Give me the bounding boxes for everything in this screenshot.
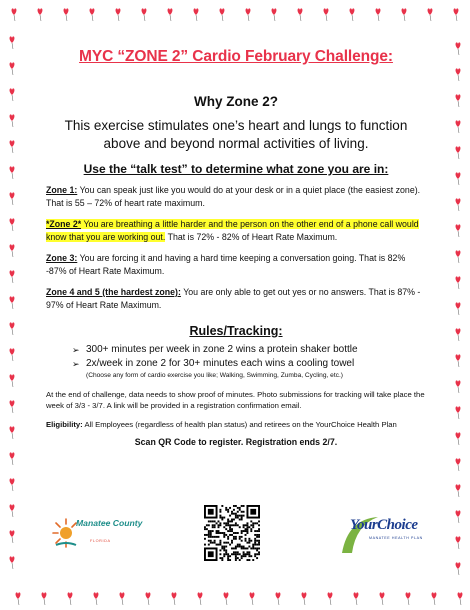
heart-icon	[10, 374, 15, 387]
zone-label: Zone 1:	[46, 185, 78, 195]
zone-2	[46, 218, 426, 244]
heart-icon	[456, 68, 461, 81]
heart-icon	[456, 302, 461, 315]
intro-text: This exercise stimulates one’s heart and lungs to function above and beyond normal activities of living.	[64, 118, 408, 151]
eligibility-label: Eligibility:	[46, 420, 83, 429]
heart-icon	[198, 592, 203, 605]
heart-icon	[10, 478, 15, 491]
heart-icon	[298, 8, 303, 21]
heart-icon	[10, 348, 15, 361]
heart-icon	[354, 592, 359, 605]
zone-label: Zone 3:	[46, 253, 78, 263]
yourchoice-logo-text: YourChoice	[350, 517, 418, 533]
flyer-content	[46, 48, 426, 447]
heart-icon	[10, 88, 15, 101]
heart-icon	[456, 380, 461, 393]
heart-icon	[146, 592, 151, 605]
heart-icon	[42, 592, 47, 605]
heart-icon	[402, 8, 407, 21]
heart-icon	[458, 592, 463, 605]
heart-icon	[10, 296, 15, 309]
heart-icon	[456, 146, 461, 159]
qr-code-icon[interactable]	[204, 505, 260, 561]
heart-icon	[10, 36, 15, 49]
zone-highlight: You are breathing a little harder and the person on the other end of a phone call would know that you are working out.	[46, 219, 419, 242]
zone-text: You can speak just like you would do at your desk or in a quiet place (the easiest zone). That is 55 – 72% of heart rate maximum.	[46, 185, 421, 208]
heart-icon	[120, 592, 125, 605]
arrow-bullet-icon: ➢	[72, 345, 80, 355]
heart-icon	[456, 42, 461, 55]
heart-icon	[456, 328, 461, 341]
heart-icon	[68, 592, 73, 605]
heart-icon	[456, 484, 461, 497]
rules-note: (Choose any form of cardio exercise you like; Walking, Swimming, Zumba, Cycling, etc.)	[86, 372, 344, 379]
heart-icon	[456, 458, 461, 471]
heart-icon	[64, 8, 69, 21]
heart-icon	[10, 192, 15, 205]
talk-test-heading: Use the “talk test” to determine what zone you are in:	[83, 162, 389, 176]
zone-label: Zone 4 and 5 (the hardest zone):	[46, 287, 181, 297]
manatee-logo-sub: FLORIDA	[90, 539, 111, 543]
eligibility	[46, 419, 426, 430]
list-item: ➢ 300+ minutes per week in zone 2 wins a protein shaker bottle	[72, 344, 358, 355]
eligibility-text: All Employees (regardless of health plan status) and retirees on the YourChoice Health Plan	[82, 420, 397, 429]
heart-icon	[38, 8, 43, 21]
heart-icon	[432, 592, 437, 605]
heart-icon	[456, 432, 461, 445]
zone-3	[46, 252, 426, 278]
heart-icon	[380, 592, 385, 605]
heart-icon	[428, 8, 433, 21]
zone-text: You are only able to get out yes or no answers. That is 87% - 97% of Heart Rate Maximum.	[46, 287, 421, 310]
heart-icon	[90, 8, 95, 21]
heart-icon	[454, 8, 459, 21]
heart-icon	[276, 592, 281, 605]
heart-icon	[10, 62, 15, 75]
heart-icon	[10, 218, 15, 231]
zone-text: You are forcing it and having a hard time keeping a conversation going. That is 82% -87% of Heart Rate Maximum.	[46, 253, 406, 276]
heart-icon	[456, 354, 461, 367]
zone-label: *Zone 2*	[46, 219, 82, 229]
zone-1	[46, 184, 426, 210]
heart-icon	[456, 198, 461, 211]
heart-icon	[10, 426, 15, 439]
heart-icon	[456, 276, 461, 289]
heart-icon	[456, 224, 461, 237]
proof-text: At the end of challenge, data needs to show proof of minutes. Photo submissions for tracking will take place the week of 3/3 - 3/7. A link will be provided in a registration confirmation email.	[46, 390, 425, 410]
heart-icon	[456, 406, 461, 419]
heart-icon	[12, 8, 17, 21]
heart-icon	[116, 8, 121, 21]
heart-icon	[456, 172, 461, 185]
footer-logos	[0, 505, 470, 565]
zone-text: That is 72% - 82% of Heart Rate Maximum.	[165, 232, 338, 242]
rules-list	[46, 343, 426, 371]
heart-icon	[10, 166, 15, 179]
heart-icon	[16, 592, 21, 605]
page-title: MYC “ZONE 2” Cardio February Challenge:	[79, 48, 393, 65]
manatee-logo-text: Manatee County	[76, 518, 143, 528]
heart-icon	[250, 592, 255, 605]
heart-icon	[350, 8, 355, 21]
heart-icon	[142, 8, 147, 21]
heart-icon	[94, 592, 99, 605]
heart-icon	[272, 8, 277, 21]
yourchoice-logo-sub: MANATEE HEALTH PLAN	[369, 536, 423, 540]
rules-heading: Rules/Tracking:	[189, 324, 283, 338]
arrow-bullet-icon: ➢	[72, 359, 80, 369]
heart-icon	[10, 270, 15, 283]
heart-icon	[172, 592, 177, 605]
heart-icon	[456, 250, 461, 263]
heart-icon	[328, 592, 333, 605]
heart-icon	[456, 120, 461, 133]
heart-icon	[246, 8, 251, 21]
list-item: ➢ 2x/week in zone 2 for 30+ minutes each wins a cooling towel	[72, 358, 355, 369]
heart-icon	[456, 94, 461, 107]
heart-icon	[302, 592, 307, 605]
heart-icon	[10, 322, 15, 335]
heart-icon	[224, 592, 229, 605]
heart-icon	[324, 8, 329, 21]
heart-icon	[10, 140, 15, 153]
heart-icon	[220, 8, 225, 21]
heart-icon	[194, 8, 199, 21]
heart-icon	[10, 114, 15, 127]
heart-icon	[376, 8, 381, 21]
subtitle: Why Zone 2?	[194, 94, 278, 109]
heart-icon	[10, 452, 15, 465]
heart-icon	[10, 244, 15, 257]
zone-4-5	[46, 286, 426, 312]
scan-instructions: Scan QR Code to register. Registration ends 2/7.	[134, 437, 338, 447]
heart-icon	[168, 8, 173, 21]
heart-icon	[10, 400, 15, 413]
heart-icon	[406, 592, 411, 605]
